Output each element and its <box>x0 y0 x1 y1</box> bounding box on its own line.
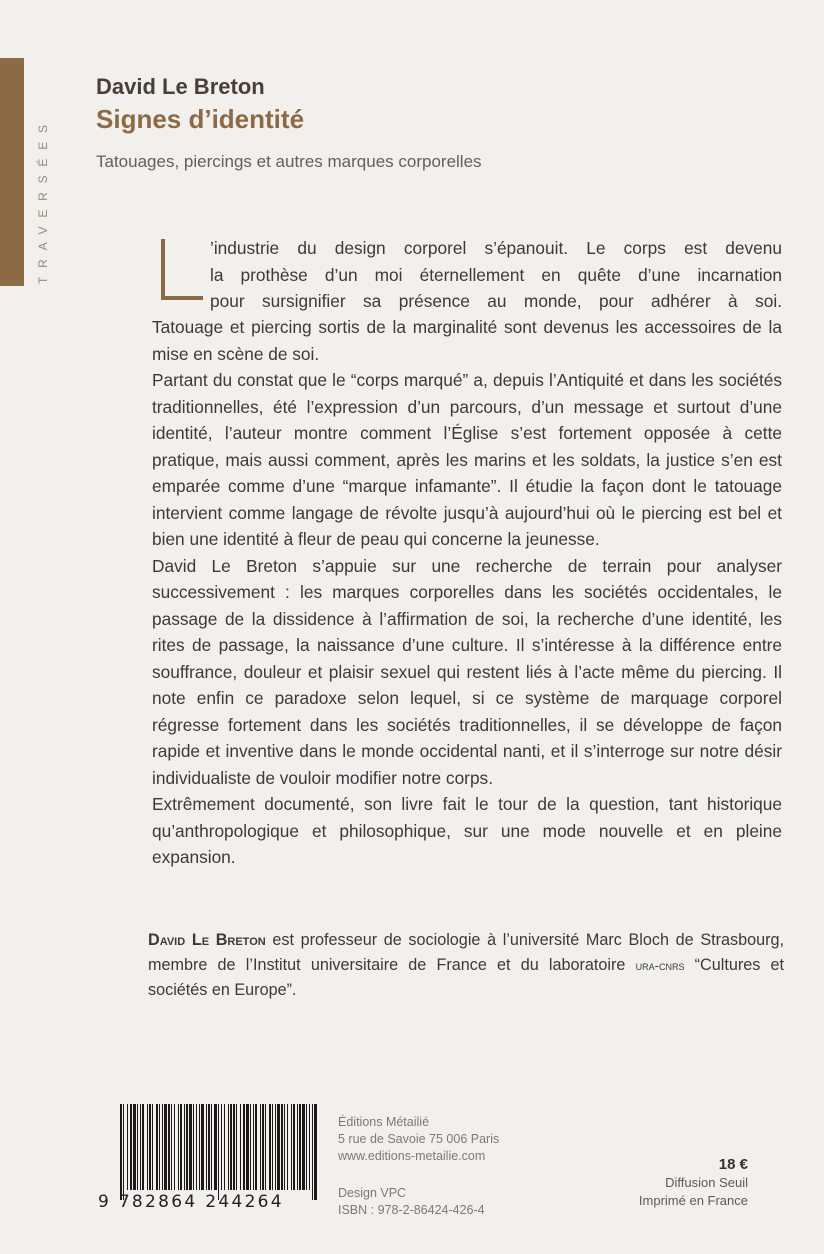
printed-in: Imprimé en France <box>638 1193 748 1208</box>
book-title: Signes d’identité <box>96 104 305 134</box>
barcode-bar <box>291 1104 292 1190</box>
barcode-bar <box>253 1104 254 1190</box>
barcode-bar <box>255 1104 257 1190</box>
barcode-bar <box>218 1104 219 1200</box>
barcode-bar <box>243 1104 245 1190</box>
blurb-paragraph: Extrêmement documenté, son livre fait le tour de la question, tant historique qu’anthropologique et philosophique, sur une mode nouvelle et en pleine expansion. <box>152 794 782 867</box>
barcode-bar <box>236 1104 237 1190</box>
barcode-bar <box>246 1104 249 1190</box>
barcode-bar <box>211 1104 212 1190</box>
barcode-bar <box>302 1104 305 1190</box>
barcode-bar <box>228 1104 229 1190</box>
barcode-bar <box>233 1104 235 1190</box>
barcode-bar <box>168 1104 170 1190</box>
barcode-bar <box>208 1104 210 1190</box>
barcode-bar <box>309 1104 310 1190</box>
barcode-digits: 9 782864 244264 <box>98 1192 284 1212</box>
dropcap-l-foot <box>161 296 203 300</box>
publisher-address: 5 rue de Savoie 75 006 Paris <box>338 1132 500 1146</box>
author-bio <box>148 928 784 1003</box>
barcode-bar <box>240 1104 241 1190</box>
barcode-bar <box>159 1104 160 1190</box>
barcode-bar <box>230 1104 232 1190</box>
barcode-bar <box>260 1104 261 1190</box>
bio-lab-abbr: ura-cnrs <box>635 958 685 973</box>
barcode-bar <box>312 1104 313 1200</box>
barcode-bar <box>152 1104 153 1190</box>
lead-line: pour sursignifier sa présence au monde, pour adhérer à soi. <box>210 291 782 311</box>
book-subtitle: Tatouages, piercings et autres marques corporelles <box>96 152 482 171</box>
barcode-bar <box>140 1104 141 1190</box>
barcode-bar <box>184 1104 185 1190</box>
bio-text-end: “Cultures et sociétés en Europe”. <box>148 956 784 999</box>
barcode <box>118 1104 318 1200</box>
bio-author-name: David Le Breton <box>148 931 266 949</box>
barcode-bar <box>147 1104 148 1190</box>
barcode-bar <box>120 1104 122 1200</box>
barcode-bar <box>214 1104 217 1190</box>
price-block <box>639 1156 748 1210</box>
barcode-bar <box>265 1104 266 1190</box>
barcode-bar <box>201 1104 204 1190</box>
publisher-name: Éditions Métailié <box>338 1115 430 1129</box>
barcode-bar <box>262 1104 264 1190</box>
lead-line: la prothèse d’un moi éternellement en quête d’une incarnation <box>210 264 782 285</box>
barcode-bar <box>164 1104 167 1190</box>
lead-paragraph <box>210 235 782 315</box>
series-label: TRAVERSÉES <box>36 116 50 284</box>
barcode-bar <box>133 1104 136 1190</box>
barcode-bar <box>293 1104 295 1190</box>
barcode-bar <box>189 1104 192 1190</box>
barcode-bar <box>199 1104 200 1190</box>
barcode-bar <box>171 1104 172 1190</box>
barcode-bar <box>287 1104 288 1190</box>
barcode-bar <box>297 1104 298 1190</box>
barcode-bar <box>281 1104 283 1190</box>
blurb-paragraph: Partant du constat que le “corps marqué” a, depuis l’Antiquité et dans les sociétés traditionnelles, été l’expression d’un parcours, d’un message et surtout d’une identité, l’auteur montre comment l’Église s’est fortement opposée à cette pratique, mais aussi comment, après les marins et les soldats, la justice s’en est emparée comme d’une “marque infamante”. Il étudie la façon dont le tatouage intervient comme langage de révolte jusqu’à aujourd’hui où le piercing est bel et bien une identité à fleur de peau qui concerne la jeunesse. <box>152 370 782 549</box>
barcode-bar <box>275 1104 276 1190</box>
spine-color-band <box>0 58 24 286</box>
barcode-bar <box>196 1104 197 1190</box>
barcode-bar <box>206 1104 207 1190</box>
barcode-bar <box>142 1104 144 1190</box>
barcode-bar <box>284 1104 285 1190</box>
barcode-bar <box>127 1104 128 1190</box>
blurb-paragraph: Tatouage et piercing sortis de la marginalité sont devenus les accessoires de la mise en scène de soi. <box>152 317 782 364</box>
author-name: David Le Breton <box>96 74 265 99</box>
barcode-bar <box>174 1104 175 1190</box>
barcode-bar <box>186 1104 188 1190</box>
isbn-text: ISBN : 978-2-86424-426-4 <box>338 1203 485 1217</box>
barcode-bar <box>221 1104 222 1190</box>
barcode-bar <box>162 1104 163 1190</box>
price: 18 € <box>718 1156 748 1173</box>
blurb-body <box>152 314 782 871</box>
barcode-bar <box>123 1104 124 1200</box>
barcode-bar <box>149 1104 151 1190</box>
barcode-bars <box>118 1104 318 1200</box>
barcode-bar <box>178 1104 179 1190</box>
design-credit: Design VPC <box>338 1186 407 1200</box>
barcode-bar <box>130 1104 132 1190</box>
dropcap-l-stem <box>161 239 165 299</box>
barcode-bar <box>137 1104 138 1190</box>
bio-text: est professeur de sociologie à l’université Marc Bloch de Strasbourg, membre de l’Institut universitaire de France et du laboratoire <box>148 931 784 974</box>
barcode-bar <box>306 1104 307 1190</box>
barcode-bar <box>269 1104 271 1190</box>
barcode-bar <box>250 1104 251 1190</box>
barcode-bar <box>277 1104 280 1190</box>
barcode-bar <box>224 1104 225 1190</box>
barcode-bar <box>193 1104 194 1190</box>
publisher-website: www.editions-metailie.com <box>338 1149 486 1163</box>
barcode-bar <box>180 1104 182 1190</box>
distribution: Diffusion Seuil <box>665 1175 748 1190</box>
barcode-bar <box>299 1104 301 1190</box>
blurb-paragraph: David Le Breton s’appuie sur une recherche de terrain pour analyser successivement : les marques corporelles dans les sociétés occidentales, le passage de la dissidence à l’affirmation de soi, la recherche d’une identité, les rites de passage, la naissance d’une culture. Il s’intéresse à la différence entre souffrance, douleur et plaisir sexuel qui restent liés à l’acte même du piercing. Il note enfin ce paradoxe selon lequel, si ce système de marquage corporel régresse fortement dans les sociétés traditionnelles, il se développe de façon rapide et inventive dans le monde occidental nanti, et il s’interroge sur notre désir individualiste de vouloir modifier notre corps. <box>152 555 782 788</box>
publisher-info <box>338 1114 499 1219</box>
barcode-bar <box>314 1104 317 1200</box>
barcode-bar <box>156 1104 158 1190</box>
lead-line: ’industrie du design corporel s’épanouit. Le corps est devenu <box>210 238 782 258</box>
barcode-bar <box>272 1104 273 1190</box>
